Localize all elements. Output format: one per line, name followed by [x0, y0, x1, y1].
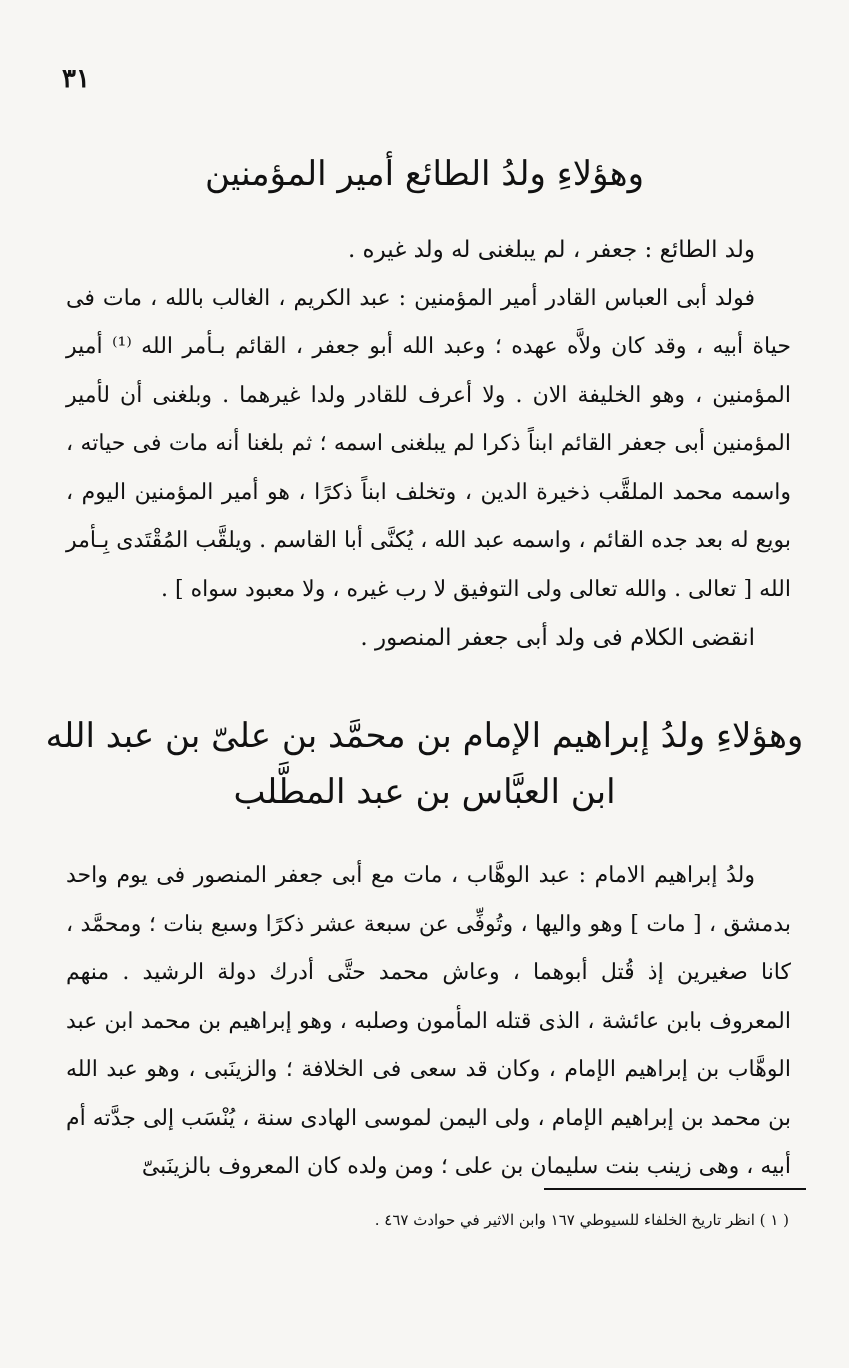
footnote-divider — [544, 1188, 806, 1190]
section-title-al-tai: وهؤلاءِ ولدُ الطائع أمير المؤمنين — [204, 154, 645, 194]
section-title-line-1: وهؤلاءِ ولدُ إبراهيم الإمام بن محمَّد بن علىّ بن عبد الله — [45, 716, 804, 756]
paragraph-ibrahim-sons: ولدُ إبراهيم الامام : عبد الوهَّاب ، مات مع أبى جعفر المنصور فى يوم واحد بدمشق ، [ مات ] وهو واليها ، وتُوفِّى عن سبعة عشر ذكرًا وسبع بنات ؛ ومحمَّد ، كانا صغيرين إذ قُتل أبوهما ، وعاش محمد حتَّى أدرك دولة الرشيد . منهم المعروف بابن عائشة ، الذى قتله المأمون وصلبه ، وهو إبراهيم بن محمد ابن عبد الوهَّاب بن إبراهيم الإمام ، وكان قد سعى فى الخلافة ؛ والزينَبى ، وهو عبد الله بن محمد بن إبراهيم الإمام ، ولى اليمن لموسى الهادى سنة ، يُنْسَب إلى جدَّته أم أبيه ، وهى زينب بنت سليمان بن على ؛ ومن ولده كان المعروف بالزينَبىّ — [66, 863, 791, 1179]
paragraph-end-mansur: انقضى الكلام فى ولد أبى جعفر المنصور . — [360, 625, 755, 651]
page-number: ٣١ — [62, 64, 90, 94]
paragraph-al-qadir-sons: فولد أبى العباس القادر أمير المؤمنين : عبد الكريم ، الغالب بالله ، مات فى حياة أبيه ، وقد كان ولاَّه عهده ؛ وعبد الله أبو جعفر ، القائم بـأمر الله ⁽¹⁾ أمير المؤمنين ، وهو الخليفة الان . ولا أعرف للقادر ولدا غيرهما . وبلغنى أن لأمير المؤمنين أبى جعفر القائم ابناً ذكرا لم يبلغنى اسمه ؛ ثم بلغنا أنه مات فى حياته ، واسمه محمد الملقَّب ذخيرة الدين ، وتخلف ابناً ذكرًا ، هو أمير المؤمنين اليوم ، بويع له بعد جده القائم ، واسمه عبد الله ، يُكنَّى أبا القاسم . ويلقَّب المُقْتَدى بِـأمر الله [ تعالى . والله تعالى ولى التوفيق لا رب غيره ، ولا معبود سواه ] . — [66, 285, 791, 602]
footnote: ( ١ ) انظر تاريخ الخلفاء للسيوطي ١٦٧ وابن الاثير في حوادث ٤٦٧ . — [374, 1211, 789, 1229]
paragraph-al-tai-son: ولد الطائع : جعفر ، لم يبلغنى له ولد غيره . — [347, 237, 755, 263]
section-body-al-tai — [66, 226, 791, 663]
section-body-ibrahim-imam — [66, 852, 791, 1192]
section-title-line-2: ابن العبَّاس بن عبد المطَّلب — [233, 772, 616, 812]
section-title-ibrahim-imam — [40, 708, 809, 820]
